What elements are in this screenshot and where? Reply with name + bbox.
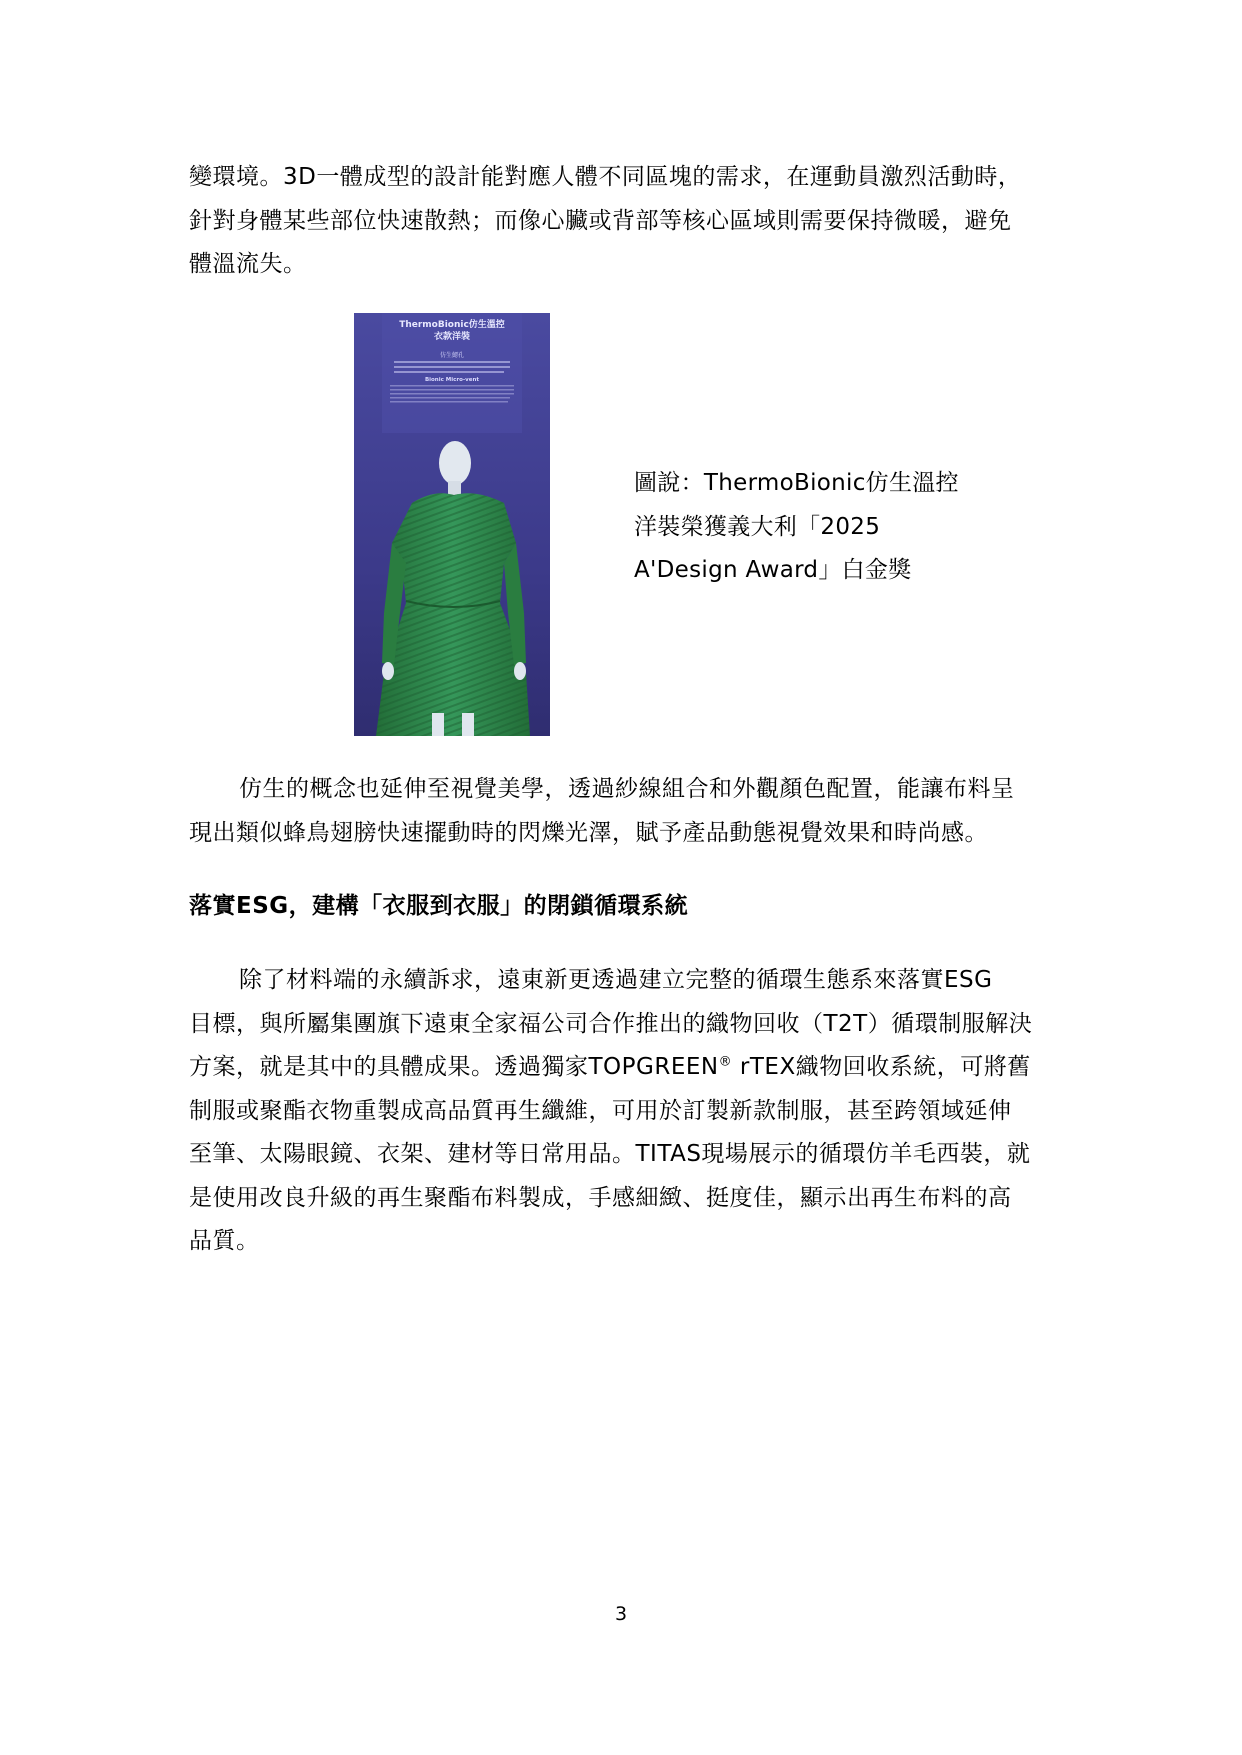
- paragraph-line: 至筆、太陽眼鏡、衣架、建材等日常用品。TITAS現場展示的循環仿羊毛西裝，就: [189, 1141, 1031, 1167]
- paragraph-line: 針對身體某些部位快速散熱；而像心臟或背部等核心區域則需要保持微暖，避免: [189, 207, 1012, 234]
- section-heading: 落實ESG，建構「衣服到衣服」的閉鎖循環系統: [189, 893, 689, 919]
- dress-photo: [354, 313, 550, 736]
- caption-line: A'Design Award」白金獎: [634, 557, 912, 583]
- photo-caption: [634, 462, 974, 593]
- paragraph-1: [189, 156, 1069, 287]
- sign-title-2: 衣款洋裝: [433, 332, 471, 342]
- paragraph-2: [189, 768, 1069, 855]
- paragraph-line: 制服或聚酯衣物重製成高品質再生纖維，可用於訂製新款制服，甚至跨領域延伸: [189, 1097, 1012, 1124]
- sign-subtitle: 仿生鰓孔: [439, 352, 465, 359]
- paragraph-line: 變環境。3D一體成型的設計能對應人體不同區塊的需求，在運動員激烈活動時，: [189, 164, 1022, 190]
- registered-mark: ®: [718, 1054, 733, 1070]
- caption-line: 洋裝榮獲義大利「2025: [634, 513, 881, 540]
- text-segment: rTEX織物回收系統，可將舊: [732, 1054, 1031, 1080]
- paragraph-line: 目標，與所屬集團旗下遠東全家福公司合作推出的織物回收（T2T）循環制服解決: [189, 1010, 1033, 1037]
- text-segment: 方案，就是其中的具體成果。透過獨家TOPGREEN: [189, 1054, 719, 1080]
- paragraph-3: [189, 959, 1069, 1264]
- paragraph-line: 仿生的概念也延伸至視覺美學，透過紗線組合和外觀顏色配置，能讓布料呈: [239, 776, 1015, 802]
- paragraph-line: 體溫流失。: [189, 251, 307, 277]
- sign-title: ThermoBionic仿生溫控: [399, 320, 505, 330]
- paragraph-line: 是使用改良升級的再生聚酯布料製成，手感細緻、挺度佳，顯示出再生布料的高: [189, 1184, 1012, 1211]
- paragraph-line: [189, 1046, 1069, 1090]
- sign-subtitle-en: Bionic Micro-vent: [424, 377, 480, 383]
- page-number: 3: [614, 1603, 628, 1625]
- paragraph-line: 現出類似蜂鳥翅膀快速擺動時的閃爍光澤，賦予產品動態視覺效果和時尚感。: [189, 819, 988, 846]
- paragraph-line: 除了材料端的永續訴求，遠東新更透過建立完整的循環生態系來落實ESG: [239, 967, 993, 993]
- caption-line: 圖說：ThermoBionic仿生溫控: [634, 470, 959, 496]
- mannequin-head: [439, 441, 471, 485]
- paragraph-line: 品質。: [189, 1228, 260, 1254]
